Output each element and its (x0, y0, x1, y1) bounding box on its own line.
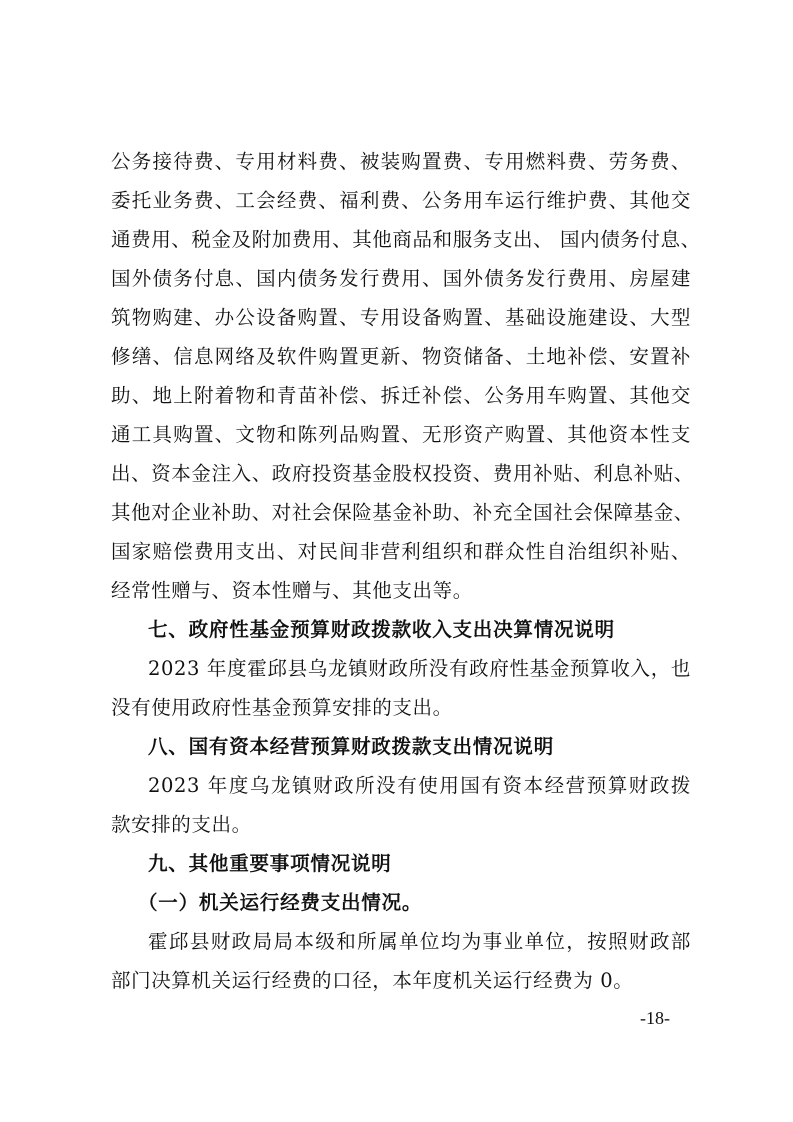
section-9-text-line: 霍邱县财政局局本级和所属单位均为事业单位，按照财政部 (148, 930, 691, 953)
body-text-line: 出、资本金注入、政府投资基金股权投资、费用补贴、利息补贴、 (111, 462, 694, 485)
section-8-text-line: 款安排的支出。 (111, 813, 252, 836)
section-7-text-line: 没有使用政府性基金预算安排的支出。 (111, 696, 453, 719)
body-text-line: 通工具购置、文物和陈列品购置、无形资产购置、其他资本性支 (111, 423, 691, 446)
body-text-line: 公务接待费、专用材料费、被装购置费、专用燃料费、劳务费、 (111, 150, 691, 173)
section-7-text-line: 2023 年度霍邱县乌龙镇财政所没有政府性基金预算收入，也 (148, 657, 691, 680)
body-text-line: 国家赔偿费用支出、对民间非营利组织和群众性自治组织补贴、 (111, 540, 691, 563)
body-text-line: 通费用、税金及附加费用、其他商品和服务支出、 国内债务付息、 (111, 228, 701, 251)
section-9-text-line: 部门决算机关运行经费的口径，本年度机关运行经费为 0。 (111, 969, 634, 992)
section-7-heading: 七、政府性基金预算财政拨款收入支出决算情况说明 (148, 618, 615, 641)
body-text-line: 经常性赠与、资本性赠与、其他支出等。 (111, 579, 473, 602)
body-text-line: 助、地上附着物和青苗补偿、拆迁补偿、公务用车购置、其他交 (111, 384, 691, 407)
section-9-heading: 九、其他重要事项情况说明 (148, 852, 392, 875)
section-8-text-line: 2023 年度乌龙镇财政所没有使用国有资本经营预算财政拨 (148, 774, 691, 797)
section-8-heading: 八、国有资本经营预算财政拨款支出情况说明 (148, 735, 555, 758)
page-number: -18- (640, 1008, 670, 1028)
body-text-line: 其他对企业补助、对社会保险基金补助、补充全国社会保障基金、 (111, 501, 694, 524)
body-text-line: 国外债务付息、国内债务发行费用、国外债务发行费用、房屋建 (111, 267, 691, 290)
body-text-line: 委托业务费、工会经费、福利费、公务用车运行维护费、其他交 (111, 189, 691, 212)
body-text-line: 修缮、信息网络及软件购置更新、物资储备、土地补偿、安置补 (111, 345, 691, 368)
section-9-subheading: （一）机关运行经费支出情况。 (138, 891, 423, 914)
body-text-line: 筑物购建、办公设备购置、专用设备购置、基础设施建设、大型 (111, 306, 691, 329)
